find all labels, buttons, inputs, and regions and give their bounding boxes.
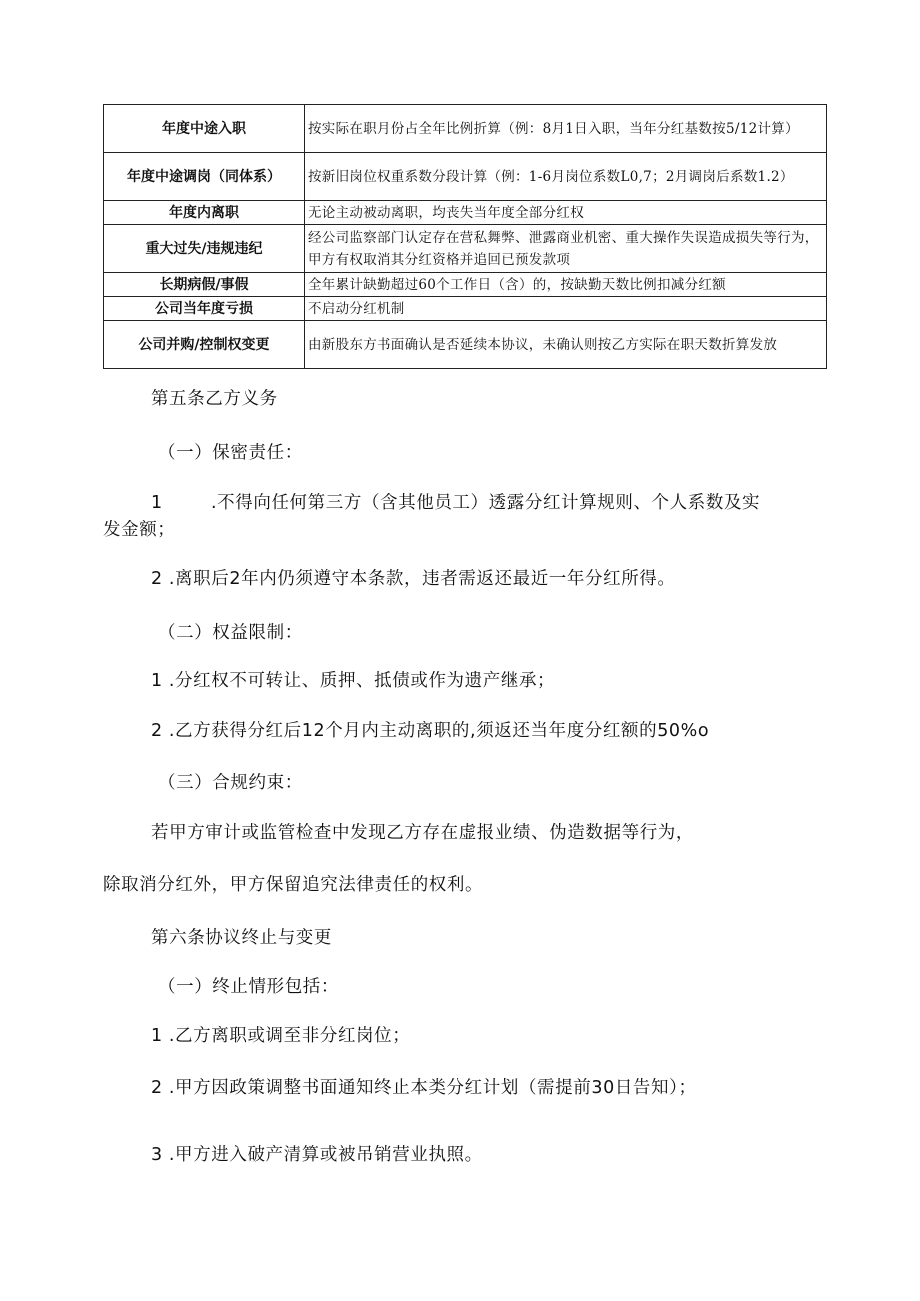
- table-rule-cell: 无论主动被动离职，均丧失当年度全部分红权: [305, 201, 827, 225]
- table-row: [104, 153, 827, 201]
- table-rule-cell: 经公司监察部门认定存在营私舞弊、泄露商业机密、重大操作失误造成损失等行为，甲方有权取消其分红资格并追回已预发款项: [305, 225, 827, 273]
- table-category-cell: 公司当年度亏损: [104, 297, 305, 321]
- table-category-cell: 重大过失/违规违纪: [104, 225, 305, 273]
- article-5-section-1-item-1-line-1: [151, 490, 760, 516]
- table-category-cell: 年度中途入职: [104, 105, 305, 153]
- table-category-cell: 年度中途调岗（同体系）: [104, 153, 305, 201]
- article-5-section-2-item-2: 2 .乙方获得分红后12个月内主动离职的,须返还当年度分红额的50%o: [151, 721, 710, 741]
- article-5-section-3-line-2: 除取消分红外，甲方保留追究法律责任的权利。: [103, 875, 484, 895]
- table-row: [104, 201, 827, 225]
- article-5-section-1-item-1-line-2: 发金额；: [103, 520, 176, 540]
- table-row: [104, 297, 827, 321]
- article-5-title: 第五条乙方义务: [151, 389, 278, 409]
- table-row: [104, 225, 827, 273]
- article-6-section-1-item-1: 1 .乙方离职或调至非分红岗位；: [151, 1026, 411, 1046]
- article-5-section-1-heading: （一）保密责任：: [158, 443, 303, 463]
- table-rule-cell: 不启动分红机制: [305, 297, 827, 321]
- article-6-section-1-heading: （一）终止情形包括：: [158, 977, 339, 997]
- article-6-title: 第六条协议终止与变更: [151, 928, 332, 948]
- table-row: [104, 273, 827, 297]
- item-number: 1: [151, 493, 163, 513]
- article-5-section-1-item-2: 2 .离职后2年内仍须遵守本条款，违者需返还最近一年分红所得。: [151, 569, 676, 589]
- table-rule-cell: 由新股东方书面确认是否延续本协议，未确认则按乙方实际在职天数折算发放: [305, 321, 827, 369]
- table-category-cell: 公司并购/控制权变更: [104, 321, 305, 369]
- table-row: [104, 105, 827, 153]
- table-rule-cell: 按新旧岗位权重系数分段计算（例：1-6月岗位系数L0,7；2月调岗后系数1.2）: [305, 153, 827, 201]
- item-text: .不得向任何第三方（含其他员工）透露分红计算规则、个人系数及实: [211, 493, 761, 513]
- article-6-section-1-item-3: 3 .甲方进入破产清算或被吊销营业执照。: [151, 1145, 483, 1165]
- article-5-section-2-item-1: 1 .分红权不可转让、质押、抵债或作为遗产继承；: [151, 671, 556, 691]
- article-5-section-3-heading: （三）合规约束：: [158, 773, 303, 793]
- table-rule-cell: 全年累计缺勤超过60个工作日（含）的，按缺勤天数比例扣减分红额: [305, 273, 827, 297]
- table-category-cell: 长期病假/事假: [104, 273, 305, 297]
- article-5-section-2-heading: （二）权益限制：: [158, 623, 303, 643]
- table-row: [104, 321, 827, 369]
- table-category-cell: 年度内离职: [104, 201, 305, 225]
- article-5-section-3-line-1: 若甲方审计或监管检查中发现乙方存在虚报业绩、伪造数据等行为，: [151, 823, 694, 843]
- bonus-rules-table: [103, 104, 827, 369]
- table-rule-cell: 按实际在职月份占全年比例折算（例：8月1日入职，当年分红基数按5/12计算）: [305, 105, 827, 153]
- article-6-section-1-item-2: 2 .甲方因政策调整书面通知终止本类分红计划（需提前30日告知）；: [151, 1078, 697, 1098]
